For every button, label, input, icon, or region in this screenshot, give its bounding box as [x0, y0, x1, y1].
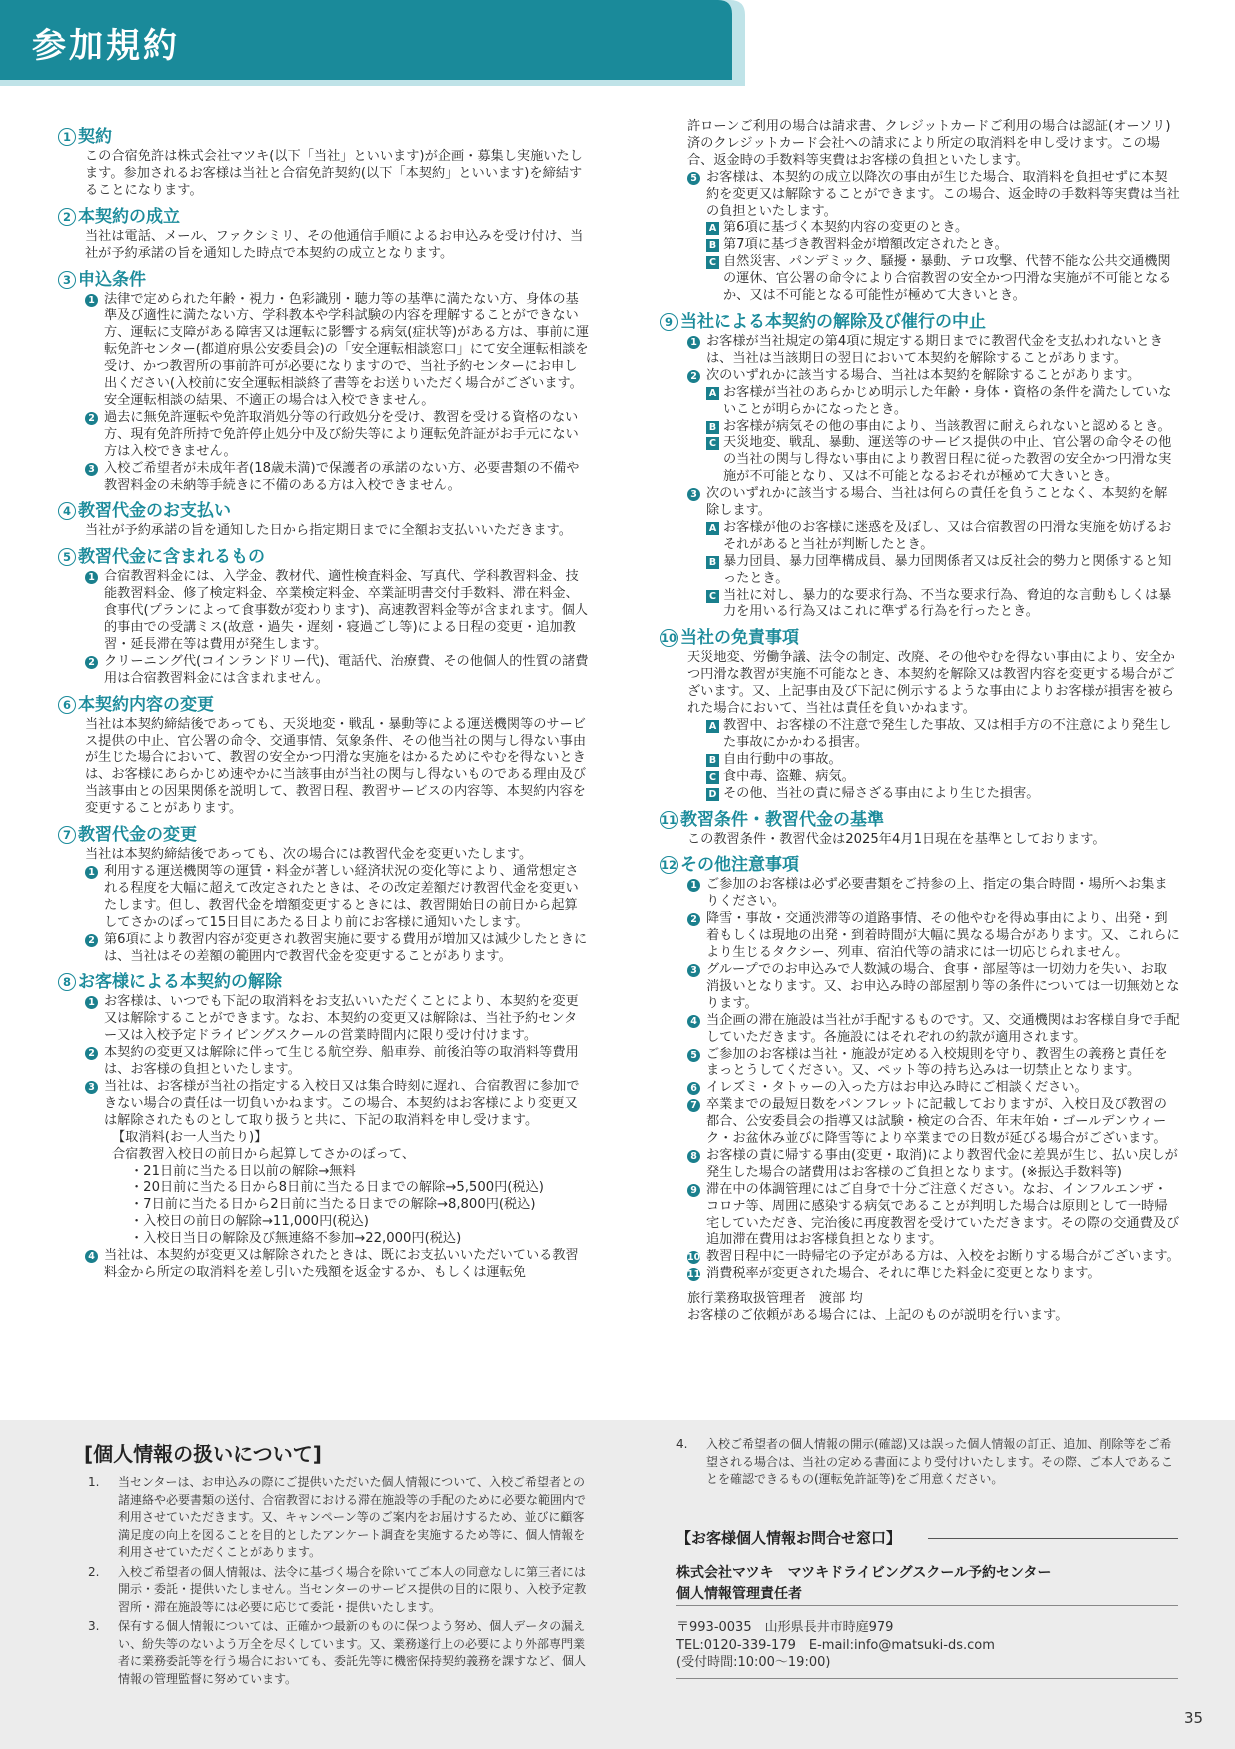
- list-item: [660, 368, 1180, 385]
- section-number-circle: 10: [661, 631, 678, 646]
- page-number: 35: [1184, 1709, 1204, 1727]
- item-text: 当社は、本契約が変更又は解除されたときは、既にお支払いいただいている教習料金から所定の取消料を差し引いた残額を返金するか、もしくは運転免: [104, 1248, 579, 1280]
- item-number-badge: 2: [687, 370, 700, 383]
- contact-company: 株式会社マツキ マツキドライビングスクール予約センター: [676, 1565, 1052, 1581]
- item-number-badge: 3: [85, 1081, 98, 1094]
- sub-item: [660, 419, 1180, 436]
- contact-divider-top: [676, 1605, 1178, 1606]
- item-text: 過去に無免許運転や免許取消処分等の行政処分を受け、教習を受ける資格のない方、現有免許所持で免許停止処分中及び紛失等により運転免許証がお手元にない方は入校できません。: [104, 409, 579, 459]
- item-number-badge: 4: [85, 1250, 98, 1263]
- sub-item: [660, 786, 1180, 803]
- privacy-item-text: 入校ご希望者の個人情報の開示(確認)又は誤った個人情報の訂正、追加、削除等をご希望される場合は、当社の定める書面により受付けいたします。その際、ご本人であることを確認できるもの(運転免許証等)をご用意ください。: [706, 1437, 1174, 1486]
- left-column: [58, 120, 590, 1282]
- section-number-circle: 2: [58, 208, 76, 226]
- section-number-circle: 3: [58, 271, 76, 289]
- section-1: [58, 127, 590, 200]
- privacy-item: [88, 1564, 588, 1617]
- sub-item: [660, 254, 1180, 305]
- list-item: [58, 994, 590, 1045]
- contact-role: 個人情報管理責任者: [676, 1586, 802, 1602]
- section-heading: [660, 855, 1180, 875]
- list-item: [660, 1249, 1180, 1266]
- cancel-fee-row: ・21日前に当たる日以前の解除→無料: [130, 1163, 356, 1179]
- section-title: 教習代金の変更: [78, 825, 197, 846]
- section-4: [58, 501, 590, 540]
- privacy-item-number: 3.: [88, 1619, 100, 1633]
- page-title: 参加規約: [32, 26, 180, 66]
- section-number-circle: 9: [660, 313, 678, 331]
- item-number-badge: 1: [85, 866, 98, 879]
- sub-item: [660, 588, 1180, 622]
- privacy-item-number: 4.: [676, 1437, 688, 1451]
- section-title: 本契約内容の変更: [78, 694, 214, 715]
- section-heading: [58, 127, 590, 147]
- sub-text: 自然災害、パンデミック、騒擾・暴動、テロ攻撃、代替不能な公共交通機関の運休、官公署の命令により合宿教習の安全かつ円滑な実施が不可能となるか、又は不可能となる可能性が極めて大きいとき。: [723, 254, 1172, 304]
- item-number-badge: 3: [687, 488, 700, 501]
- right-column: [660, 119, 1180, 1325]
- contact-tel: TEL:0120-339-179 E-mail:info@matsuki-ds.com: [676, 1637, 995, 1653]
- item-text: お客様は、本契約の成立以降次の事由が生じた場合、取消料を負担せずに本契約を変更又は解除することができます。この場合、返金時の手数料等実費は当社の負担といたします。: [706, 169, 1180, 219]
- section-number-circle: 5: [58, 548, 76, 566]
- item-text: 入校ご希望者が未成年者(18歳未満)で保護者の承諾のない方、必要書類の不備や教習料金の未納等手続きに不備のある方は入校できません。: [104, 460, 580, 493]
- sub-text: 食中毒、盗難、病気。: [723, 768, 855, 784]
- section-title: 契約: [78, 127, 112, 147]
- section-paragraph: 天災地変、労働争議、法令の制定、改廃、その他やむを得ない事由により、安全かつ円滑な教習が実施不可能なとき、本契約を解除又は教習内容を変更する場合がございます。又、上記事由及び下記に例示するような事由によりお客様が損害を被られた場合において、当社は責任を負いかねます。: [687, 650, 1175, 717]
- sub-letter-badge: B: [706, 421, 719, 434]
- item-text: 次のいずれかに該当する場合、当社は何らの責任を負うことなく、本契約を解除します。: [706, 486, 1168, 519]
- section-number-circle: 8: [58, 973, 76, 991]
- contact-hours: (受付時間:10:00〜19:00): [676, 1655, 831, 1670]
- section-number-circle: 1: [58, 128, 76, 146]
- contact-title-rule: [928, 1538, 1178, 1539]
- section-number-circle: 6: [58, 696, 76, 714]
- sub-letter-badge: C: [706, 771, 719, 784]
- section-6: [58, 695, 590, 818]
- section-title: 当社の免責事項: [680, 628, 799, 649]
- sub-text: お客様が他のお客様に迷惑を及ぼし、又は合宿教習の円滑な実施を妨げるおそれがあると当社が判断したとき。: [723, 519, 1172, 552]
- section-heading: [58, 270, 590, 290]
- contact-divider-bottom: [676, 1678, 1178, 1679]
- sub-letter-badge: B: [706, 556, 719, 569]
- list-item: [660, 486, 1180, 520]
- section-heading: [58, 501, 590, 521]
- sub-item: [660, 385, 1180, 419]
- section-heading: [660, 810, 1180, 830]
- list-item: [660, 1080, 1180, 1097]
- item-text: ご参加のお客様は当社・施設が定める入校規則を守り、教習生の義務と責任をまっとうしてください。又、ペット等の持ち込みは一切禁止となります。: [706, 1046, 1168, 1079]
- item-text: 消費税率が変更された場合、それに準じた料金に変更となります。: [706, 1266, 1101, 1282]
- section-7: [58, 825, 590, 965]
- list-item: [58, 410, 590, 461]
- section-heading: [58, 972, 590, 992]
- privacy-list-right: [676, 1436, 1182, 1491]
- sub-text: その他、当社の責に帰さざる事由により生じた損害。: [723, 785, 1040, 801]
- item-text: 法律で定められた年齢・視力・色彩識別・聴力等の基準に満たない方、身体の基準及び適性に満たない方、学科教本や学科試験の内容を理解することができない方、運転に支障がある障害又は運転に影響する病気(症状等)がある方は、事前に運転免許センター(都道府県公安委員会)の「安全運転相談窓口」にて安全運転相談を受け、かつ教習所の事前許可が必要になりますので、当社予約センターにお申し出ください(入校前に安全運転相談終了書等をお送りいただく場合がございます。安全運転相談の結果、不適正の場合は入校できません。: [104, 291, 590, 408]
- contact-org: [676, 1563, 1051, 1605]
- item-number-badge: 1: [687, 336, 700, 349]
- item-number-badge: 2: [687, 913, 700, 926]
- list-item: [660, 170, 1180, 221]
- item-number-badge: 3: [85, 463, 98, 476]
- item-text: 利用する運送機関等の運賃・料金が著しい経済状況の変化等により、通常想定される程度を大幅に超えて改定されたときは、その改定差額だけ教習代金を変更いたします。但し、教習代金を増額変更するときには、教習開始日の前日から起算してさかのぼって15日目にあたる日より前にお客様に通知いたします。: [104, 864, 579, 930]
- list-item: [58, 654, 590, 688]
- cancel-fee-row: ・7日前に当たる日から2日前に当たる日までの解除→8,800円(税込): [130, 1197, 536, 1213]
- item-text: お客様は、いつでも下記の取消料をお支払いいただくことにより、本契約を変更又は解除することができます。なお、本契約の変更又は解除は、当社予約センター又は入校予定ドライビングスクールの営業時間内に限り受け付けます。: [104, 994, 579, 1044]
- section-3: [58, 270, 590, 495]
- item-number-badge: 7: [687, 1099, 700, 1112]
- section-number-circle: 11: [661, 812, 678, 827]
- section-footer-line: お客様のご依頼がある場合には、上記のものが説明を行います。: [687, 1308, 1069, 1324]
- item-number-badge: 4: [687, 1015, 700, 1028]
- item-text: 教習日程中に一時帰宅の予定がある方は、入校をお断りする場合がございます。: [706, 1249, 1180, 1265]
- list-item: [58, 864, 590, 932]
- sub-letter-badge: B: [706, 239, 719, 252]
- list-item: [58, 569, 590, 654]
- list-item: [660, 1097, 1180, 1148]
- item-number-badge: 2: [85, 934, 98, 947]
- sub-text: 第6項に基づく本契約内容の変更のとき。: [723, 220, 969, 236]
- sub-letter-badge: C: [706, 256, 719, 269]
- sub-text: 自由行動中の事故。: [723, 751, 842, 767]
- section-2: [58, 207, 590, 263]
- section-8: [58, 972, 590, 1281]
- item-number-badge: 2: [85, 412, 98, 425]
- list-item: [660, 1148, 1180, 1182]
- item-text: 当企画の滞在施設は当社が手配するものです。又、交通機関はお客様自身で手配していただきます。各施設にはそれぞれの約款が適用されます。: [706, 1012, 1180, 1045]
- sub-letter-badge: D: [706, 788, 719, 801]
- section-number-circle: 12: [661, 858, 678, 873]
- sub-letter-badge: C: [706, 590, 719, 603]
- item-number-badge: 2: [85, 1047, 98, 1060]
- privacy-item: [676, 1436, 1182, 1489]
- sub-item: [660, 554, 1180, 588]
- section-title: お客様による本契約の解除: [78, 972, 282, 993]
- sub-item: [660, 718, 1180, 752]
- section-title: 本契約の成立: [78, 206, 180, 227]
- item-text: 当社は、お客様が当社の指定する入校日又は集合時刻に遅れ、合宿教習に参加できない場合の責任は一切負いかねます。この場合、本契約はお客様により変更又は解除されたものとして取り扱うと共に、下記の取消料を申し受けます。: [104, 1078, 580, 1128]
- item-text: イレズミ・タトゥーの入った方はお申込み時にご相談ください。: [706, 1080, 1088, 1096]
- section-heading: [58, 207, 590, 227]
- item-number-badge: 1: [85, 571, 98, 584]
- item-number-badge: 6: [687, 1082, 700, 1095]
- list-item: [660, 1013, 1180, 1047]
- item-number-badge: 8: [687, 1150, 700, 1163]
- contact-address: 〒993-0035 山形県長井市時庭979: [676, 1620, 894, 1635]
- sub-text: 天災地変、戦乱、暴動、運送等のサービス提供の中止、官公署の命令その他の当社の関与し得ない事由により教習日程に従った教習の安全かつ円滑な実施が不可能となり、又は不可能となるおそれが極めて大きいとき。: [723, 435, 1172, 485]
- sub-text: 暴力団員、暴力団準構成員、暴力団関係者又は反社会的勢力と関係すると知ったとき。: [723, 553, 1172, 586]
- cancel-fee-heading: 【取消料(お一人当たり)】: [112, 1129, 268, 1145]
- section-paragraph: 当社は電話、メール、ファクシミリ、その他通信手順によるお申込みを受け付け、当社が予約承諾の旨を通知した時点で本契約の成立となります。: [85, 228, 584, 261]
- sub-item: [660, 752, 1180, 769]
- list-item: [660, 1047, 1180, 1081]
- sub-letter-badge: A: [706, 522, 719, 535]
- item-text: 滞在中の体調管理にはご自身で十分ご注意ください。なお、インフルエンザ・コロナ等、周囲に感染する病気であることが判明した場合は原則として一時帰宅していただき、完治後に再度教習を受けていただきます。その際の交通費及び追加滞在費用はお客様負担となります。: [706, 1181, 1180, 1248]
- item-text: 本契約の変更又は解除に伴って生じる航空券、船車券、前後泊等の取消料等費用は、お客様の負担といたします。: [104, 1045, 579, 1078]
- section-11: [660, 810, 1180, 849]
- item-text: 卒業までの最短日数をパンフレットに記載しておりますが、入校日及び教習の都合、公安委員会の指導又は試験・検定の合否、年末年始・ゴールデンウィーク・お盆休み並びに降雪等により卒業までの日数が延びる場合がございます。: [706, 1097, 1167, 1147]
- privacy-title: [個人情報の扱いについて]: [84, 1442, 322, 1466]
- list-item: [660, 334, 1180, 368]
- section-paragraph: この合宿免許は株式会社マツキ(以下「当社」といいます)が企画・募集し実施いたします。参加されるお客様は当社と合宿免許契約(以下「本契約」といいます)を締結することになります。: [85, 149, 583, 198]
- item-number-badge: 1: [687, 879, 700, 892]
- list-item: [660, 877, 1180, 911]
- item-number-badge: 9: [687, 1184, 700, 1197]
- contact-address-block: [676, 1619, 995, 1672]
- sub-text: お客様が病気その他の事由により、当該教習に耐えられないと認めるとき。: [723, 418, 1171, 434]
- section-title: 教習代金に含まれるもの: [78, 547, 265, 568]
- cancel-fee-row: ・20日前に当たる日から8日前に当たる日までの解除→5,500円(税込): [130, 1180, 544, 1196]
- item-number-badge: 11: [687, 1269, 701, 1281]
- continued-text: 許ローンご利用の場合は請求書、クレジットカードご利用の場合は認証(オーソリ)済のクレジットカード会社への請求により所定の取消料を申し受けます。この場合、返金時の手数料等実費はお客様の負担といたします。: [687, 119, 1171, 168]
- item-text: お客様が当社規定の第4項に規定する期日までに教習代金を支払われないときは、当社は当該期日の翌日において本契約を解除することがあります。: [706, 333, 1163, 366]
- list-item: [660, 1182, 1180, 1250]
- cancel-fee-lead: 合宿教習入校日の前日から起算してさかのぼって、: [112, 1146, 416, 1162]
- contact-title: 【お客様個人情報お問合せ窓口】: [676, 1529, 902, 1547]
- sub-letter-badge: A: [706, 720, 719, 733]
- privacy-list-left: [88, 1474, 588, 1690]
- sub-item: [660, 769, 1180, 786]
- section-title: 教習条件・教習代金の基準: [680, 809, 884, 830]
- list-item: [58, 1079, 590, 1130]
- list-item: [58, 1248, 590, 1282]
- item-number-badge: 1: [85, 996, 98, 1009]
- item-text: クリーニング代(コインランドリー代)、電話代、治療費、その他個人的性質の諸費用は合宿教習料金には含まれません。: [104, 653, 589, 686]
- list-item: [660, 911, 1180, 962]
- item-text: ご参加のお客様は必ず必要書類をご持参の上、指定の集合時間・場所へお集まりください。: [706, 877, 1168, 910]
- section-paragraph: この教習条件・教習代金は2025年4月1日現在を基準としております。: [687, 831, 1106, 847]
- section-number-circle: 4: [58, 502, 76, 520]
- sub-text: 当社に対し、暴力的な要求行為、不当な要求行為、脅迫的な言動もしくは暴力を用いる行為又はこれに準ずる行為を行ったとき。: [723, 587, 1172, 620]
- cancel-fee-row: ・入校日当日の解除及び無連絡不参加→22,000円(税込): [130, 1231, 462, 1247]
- list-item: [660, 1266, 1180, 1283]
- cancel-fee-row: ・入校日の前日の解除→11,000円(税込): [130, 1214, 369, 1230]
- item-text: 第6項により教習内容が変更され教習実施に要する費用が増加又は減少したときには、当社はその差額の範囲内で教習代金を変更することがあります。: [104, 931, 588, 964]
- item-text: お客様の責に帰する事由(変更・取消)により教習代金に差異が生じ、払い戻しが発生した場合の諸費用はお客様のご負担となります。(※振込手数料等): [706, 1147, 1178, 1180]
- section-paragraph: 当社が予約承諾の旨を通知した日から指定期日までに全額お支払いいただきます。: [85, 523, 572, 539]
- section-5: [58, 547, 590, 687]
- item-number-badge: 5: [687, 172, 700, 185]
- list-item: [58, 1045, 590, 1079]
- section-10: [660, 628, 1180, 802]
- sub-item: [660, 435, 1180, 486]
- item-text: 次のいずれかに該当する場合、当社は本契約を解除することがあります。: [706, 367, 1141, 383]
- section-heading: [58, 695, 590, 715]
- section-footer-line: 旅行業務取扱管理者 渡部 均: [687, 1291, 863, 1307]
- section-title: 教習代金のお支払い: [78, 501, 231, 522]
- sub-item: [660, 237, 1180, 254]
- privacy-item: [88, 1618, 588, 1688]
- privacy-item-number: 1.: [88, 1475, 100, 1489]
- sub-item: [660, 220, 1180, 237]
- section-paragraph: 当社は本契約締結後であっても、天災地変・戦乱・暴動等による運送機関等のサービス提供の中止、官公署の命令、交通事情、気象条件、その他当社の関与し得ない事由が生じた場合において、教習の安全かつ円滑な実施をはかるためにやむを得ないときは、お客様にあらかじめ速やかに当該事由が当社の関与し得ないものである理由及び当該事由との因果関係を説明して、教習日程、教習サービスの内容等、本契約内容を変更することがあります。: [85, 716, 587, 817]
- item-number-badge: 5: [687, 1049, 700, 1062]
- list-item: [58, 292, 590, 410]
- section-paragraph: 当社は本契約締結後であっても、次の場合には教習代金を変更いたします。: [85, 847, 533, 863]
- sub-letter-badge: A: [706, 222, 719, 235]
- list-item: [58, 932, 590, 966]
- section-heading: [660, 312, 1180, 332]
- section-title: 申込条件: [78, 269, 146, 290]
- item-text: 合宿教習料金には、入学金、教材代、適性検査料金、写真代、学科教習料金、技能教習料金、修了検定料金、卒業検定料金、卒業証明書交付手数料、滞在料金、食事代(プランによって食事数が変わります)、高速教習料金等が含まれます。個人的事由での受講ミス(故意・過失・遅刻・寝過ごし等)による日程の変更・追加教習・延長滞在等は費用が発生します。: [104, 569, 588, 652]
- privacy-item-text: 保有する個人情報については、正確かつ最新のものに保つよう努め、個人データの漏えい、紛失等のないよう万全を尽くしています。又、業務遂行上の必要により外部専門業者に業務委託等を行う場合においても、委託先等に機密保持契約義務を課すなど、個人情報の管理監督に努めています。: [118, 1619, 587, 1686]
- section-title: 当社による本契約の解除及び催行の中止: [680, 311, 986, 332]
- section-heading: [660, 628, 1180, 648]
- privacy-item-text: 入校ご希望者の個人情報は、法令に基づく場合を除いてご本人の同意なしに第三者には開示・委託・提供いたしません。当センターのサービス提供の目的に限り、入校予定教習所・滞在施設等には必要に応じて委託・提供いたします。: [118, 1564, 587, 1614]
- sub-text: 教習中、お客様の不注意で発生した事故、又は相手方の不注意により発生した事故にかかわる損害。: [723, 718, 1172, 750]
- privacy-item-number: 2.: [88, 1564, 100, 1579]
- list-item: [660, 962, 1180, 1013]
- section-heading: [58, 825, 590, 845]
- section-title: その他注意事項: [680, 855, 799, 876]
- section-12: [660, 855, 1180, 1325]
- section-heading: [58, 547, 590, 567]
- sub-item: [660, 520, 1180, 554]
- item-number-badge: 1: [85, 294, 98, 307]
- section-9: [660, 312, 1180, 621]
- item-text: 降雪・事故・交通渋滞等の道路事情、その他やむを得ぬ事由により、出発・到着もしくは現地の出発・到着時間が大幅に異なる場合があります。又、これらにより生じるタクシー、列車、宿泊代等の請求には一切応じられません。: [706, 911, 1180, 961]
- sub-letter-badge: C: [706, 437, 719, 450]
- section-number-circle: 7: [58, 826, 76, 844]
- sub-text: 第7項に基づき教習料金が増額改定されたとき。: [723, 237, 1008, 253]
- sub-letter-badge: A: [706, 387, 719, 400]
- privacy-item: [88, 1474, 588, 1562]
- list-item: [58, 461, 590, 495]
- sub-letter-badge: B: [706, 754, 719, 767]
- item-number-badge: 2: [85, 656, 98, 669]
- item-text: グループでのお申込みで人数減の場合、食事・部屋等は一切効力を失い、お取消扱いとなります。又、お申込み時の部屋割り等の条件については一切無効となります。: [706, 961, 1180, 1011]
- item-number-badge: 3: [687, 964, 700, 977]
- sub-text: お客様が当社のあらかじめ明示した年齢・身体・資格の条件を満たしていないことが明らかになったとき。: [723, 384, 1172, 417]
- item-number-badge: 10: [687, 1252, 701, 1264]
- privacy-item-text: 当センターは、お申込みの際にご提供いただいた個人情報について、入校ご希望者との諸連絡や必要書類の送付、合宿教習における滞在施設等の手配のために必要な範囲内で利用させていただきます。又、キャンペーン等のご案内をお届けするため、並びに顧客満足度の向上を図ることを目的としたアンケート調査を実施するため等に、個人情報を利用させていただくことがあります。: [118, 1475, 587, 1559]
